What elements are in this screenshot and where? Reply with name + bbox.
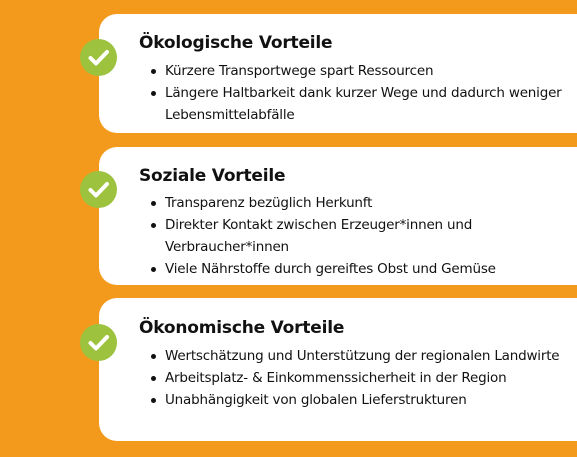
check-circle-icon <box>80 171 117 208</box>
list-item: Arbeitsplatz- & Einkommenssicherheit in der Region <box>139 367 577 389</box>
list-item: Längere Haltbarkeit dank kurzer Wege und dadurch weniger Lebensmittelabfälle <box>139 82 577 126</box>
list-item: Unabhängigkeit von globalen Lieferstrukturen <box>139 389 577 411</box>
section-title: Ökologische Vorteile <box>139 33 333 53</box>
list-item: Kürzere Transportwege spart Ressourcen <box>139 60 577 82</box>
benefit-list <box>139 192 577 280</box>
ecological-benefits-card <box>99 14 577 133</box>
list-item: Viele Nährstoffe durch gereiftes Obst und Gemüse <box>139 258 577 280</box>
list-item: Wertschätzung und Unterstützung der regionalen Landwirte <box>139 345 577 367</box>
economic-benefits-card <box>99 298 577 441</box>
section-title: Soziale Vorteile <box>139 166 286 186</box>
check-circle-icon <box>80 324 117 361</box>
list-item: Direkter Kontakt zwischen Erzeuger*innen und Verbraucher*innen <box>139 214 577 258</box>
section-title: Ökonomische Vorteile <box>139 318 345 338</box>
check-circle-icon <box>80 39 117 76</box>
benefit-list <box>139 60 577 126</box>
benefit-list <box>139 345 577 411</box>
social-benefits-card <box>99 147 577 285</box>
list-item: Transparenz bezüglich Herkunft <box>139 192 577 214</box>
